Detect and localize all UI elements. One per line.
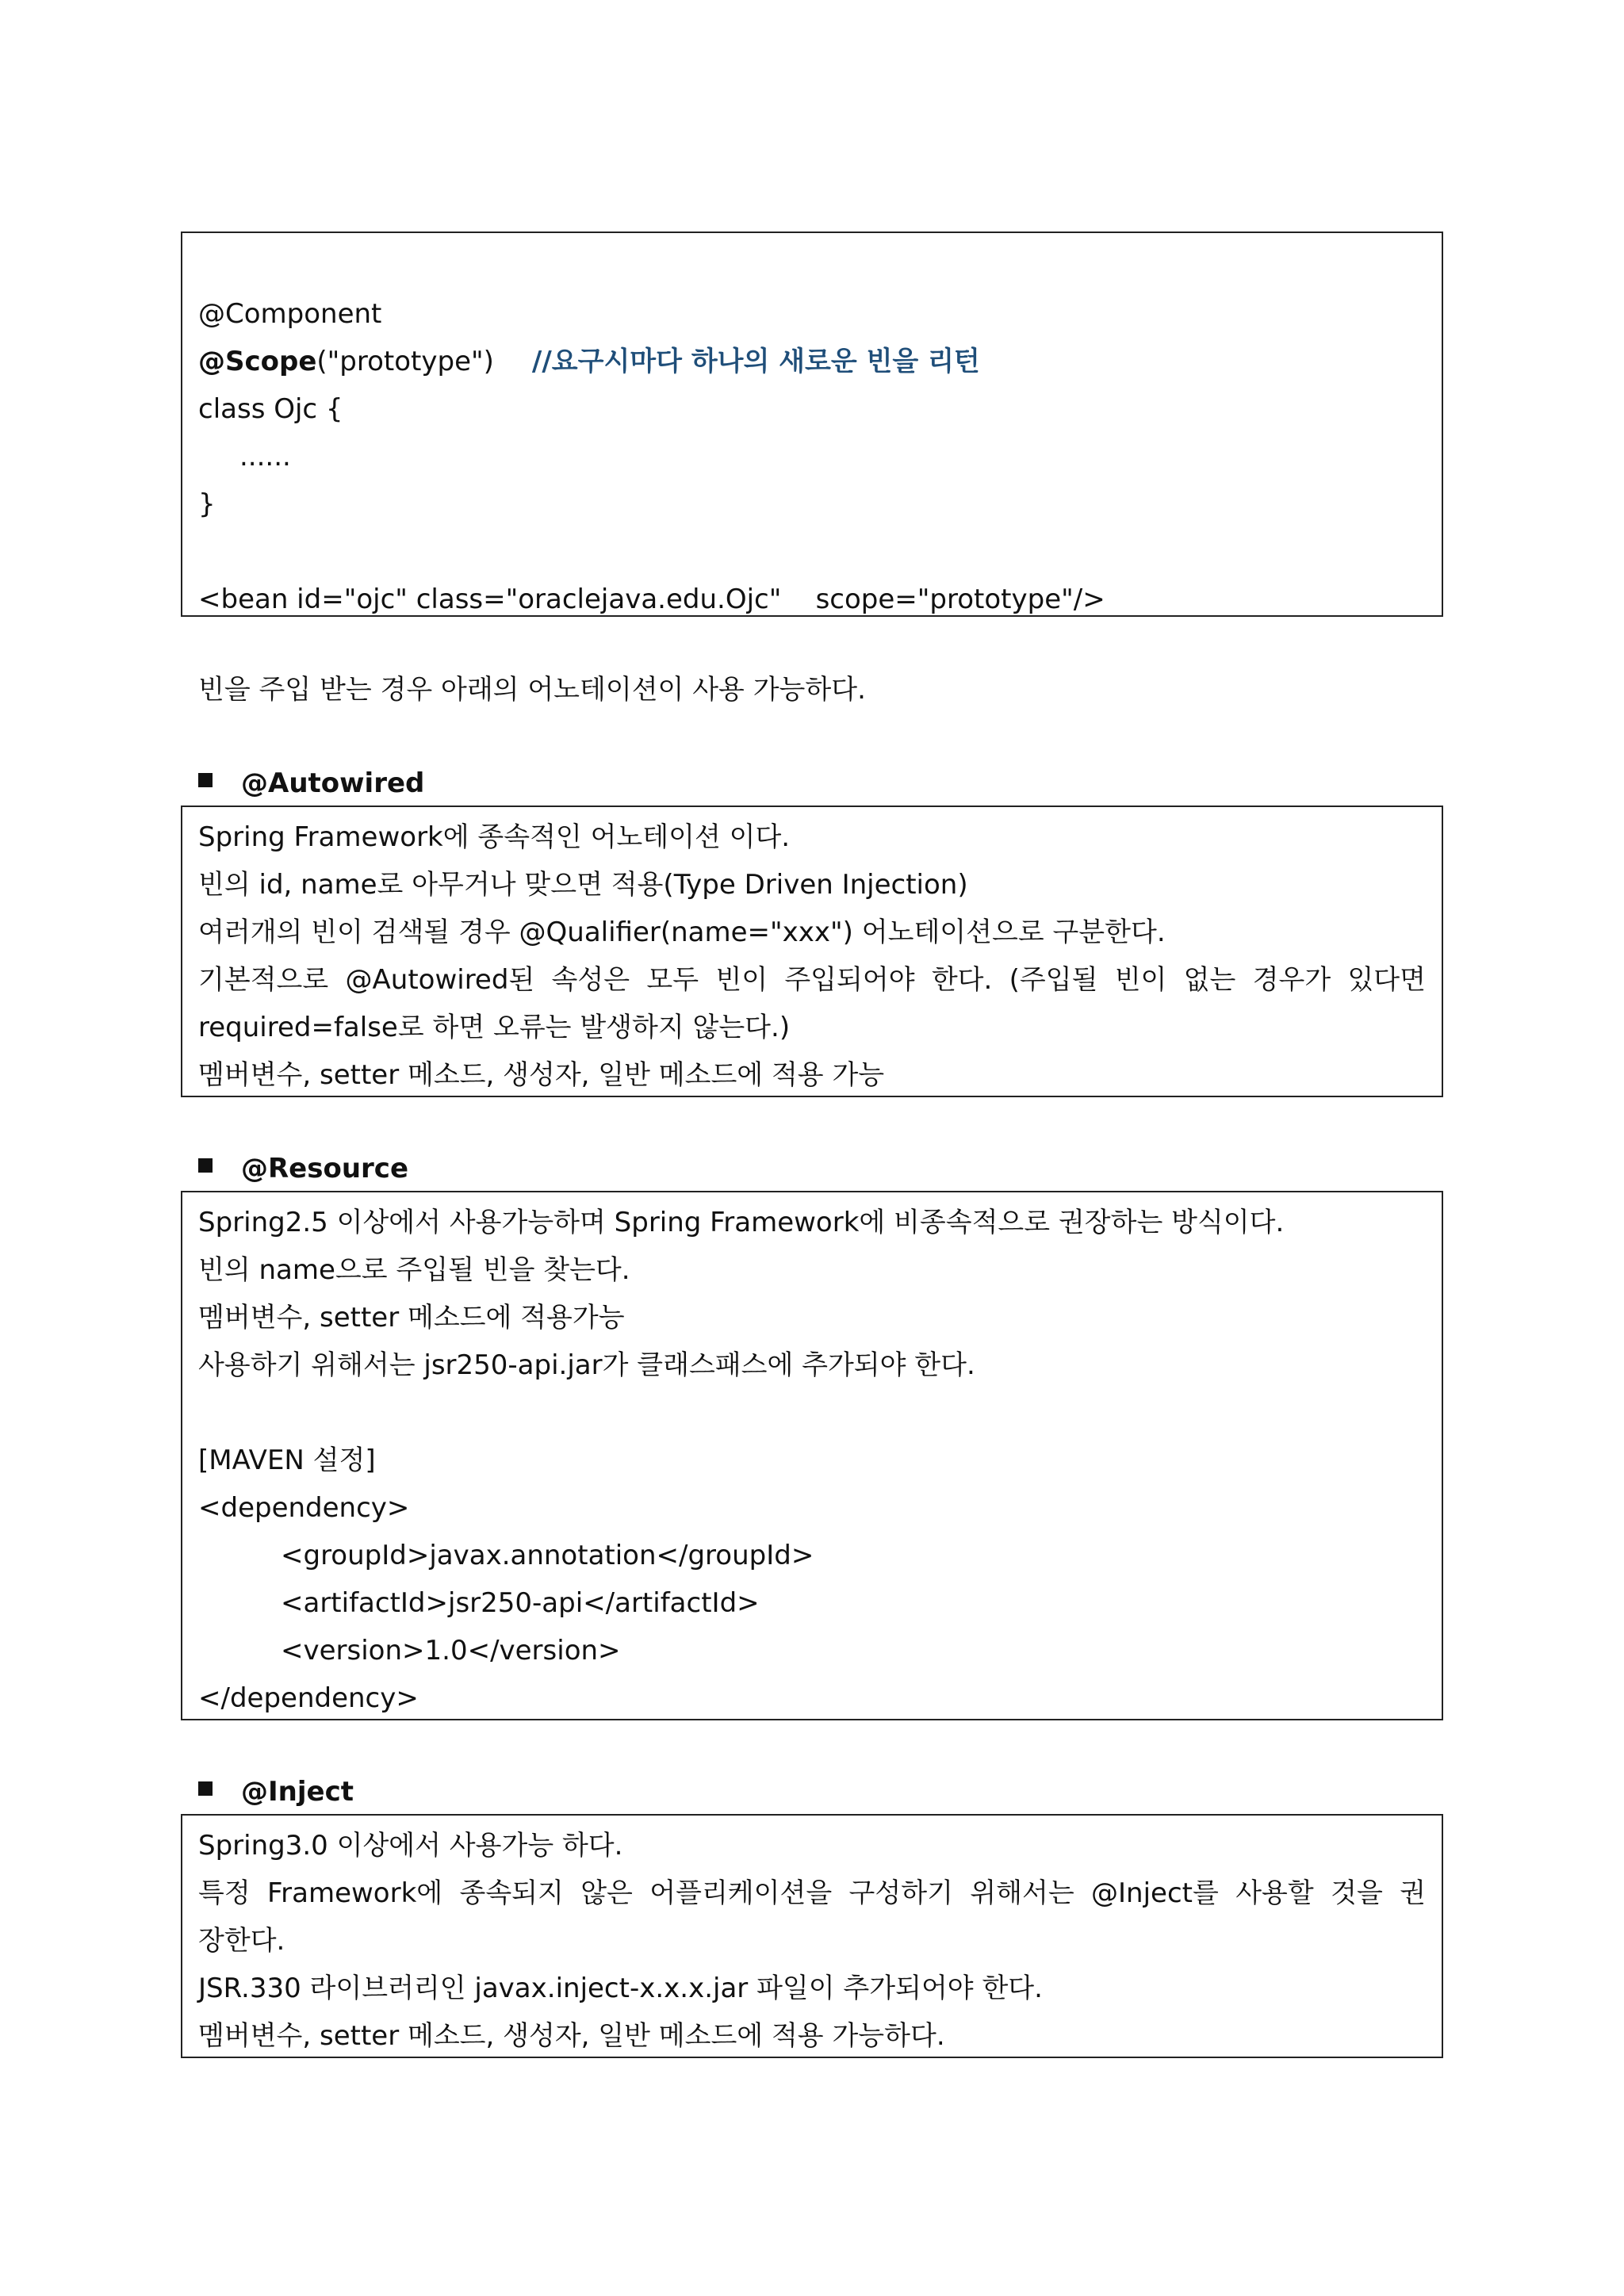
dependency-close: </dependency> (198, 1682, 419, 1714)
component-annotation: @Component (198, 298, 382, 330)
resource-box (181, 1191, 1443, 1720)
intro-text: 빈을 주입 받는 경우 아래의 어노테이션이 사용 가능하다. (198, 674, 866, 706)
autowired-box (181, 806, 1443, 1097)
autowired-line-5: required=false로 하면 오류는 발생하지 않는다.) (198, 1012, 791, 1043)
inject-line-2: 특정 Framework에 종속되지 않은 어플리케이션을 구성하기 위해서는 @Inject를 사용할 것을 권 (198, 1877, 1426, 1909)
artifact-id: <artifactId>jsr250-api</artifactId> (281, 1587, 760, 1619)
scope-comment: //요구시마다 하나의 새로운 빈을 리턴 (531, 346, 980, 377)
group-id: <groupId>javax.annotation</groupId> (281, 1540, 814, 1571)
resource-line-4: 사용하기 위해서는 jsr250-api.jar가 클래스패스에 추가되야 한다. (198, 1349, 975, 1381)
resource-line-1: Spring2.5 이상에서 사용가능하며 Spring Framework에 비종속적으로 권장하는 방식이다. (198, 1207, 1285, 1238)
resource-line-3: 멤버변수, setter 메소드에 적용가능 (198, 1302, 625, 1334)
autowired-line-3: 여러개의 빈이 검색될 경우 @Qualifier(name="xxx") 어노테이션으로 구분한다. (198, 916, 1166, 948)
autowired-heading: @Autowired (198, 760, 424, 807)
inject-line-3: 장한다. (198, 1925, 285, 1957)
class-body: ...... (239, 441, 291, 473)
dependency-open: <dependency> (198, 1492, 410, 1524)
scope-arg: ("prototype") (316, 346, 494, 377)
maven-label: [MAVEN 설정] (198, 1445, 376, 1476)
autowired-line-1: Spring Framework에 종속적인 어노테이션 이다. (198, 821, 791, 853)
bean-xml-line: <bean id="ojc" class="oraclejava.edu.Ojc" scope="prototype"/> (198, 584, 1105, 615)
scope-code-box (181, 232, 1443, 617)
bullet-square-icon (198, 1158, 213, 1173)
scope-annotation-line (198, 338, 980, 385)
autowired-line-2: 빈의 id, name로 아무거나 맞으면 적용(Type Driven Injection) (198, 869, 968, 901)
close-brace: } (198, 488, 216, 520)
bullet-square-icon (198, 773, 213, 787)
class-declaration: class Ojc { (198, 393, 343, 425)
bullet-square-icon (198, 1781, 213, 1796)
inject-line-4: JSR.330 라이브러리인 javax.inject-x.x.x.jar 파일이 추가되어야 한다. (198, 1973, 1043, 2004)
inject-heading: @Inject (198, 1768, 354, 1816)
autowired-line-4: 기본적으로 @Autowired된 속성은 모두 빈이 주입되어야 한다. (주입될 빈이 없는 경우가 있다면 (198, 964, 1426, 996)
inject-box (181, 1814, 1443, 2058)
scope-keyword: @Scope (198, 346, 317, 377)
resource-line-2: 빈의 name으로 주입될 빈을 찾는다. (198, 1254, 630, 1286)
inject-line-1: Spring3.0 이상에서 사용가능 하다. (198, 1830, 623, 1862)
resource-heading: @Resource (198, 1145, 408, 1192)
inject-line-5: 멤버변수, setter 메소드, 생성자, 일반 메소드에 적용 가능하다. (198, 2020, 945, 2052)
autowired-line-6: 멤버변수, setter 메소드, 생성자, 일반 메소드에 적용 가능 (198, 1059, 885, 1091)
version: <version>1.0</version> (281, 1635, 621, 1667)
